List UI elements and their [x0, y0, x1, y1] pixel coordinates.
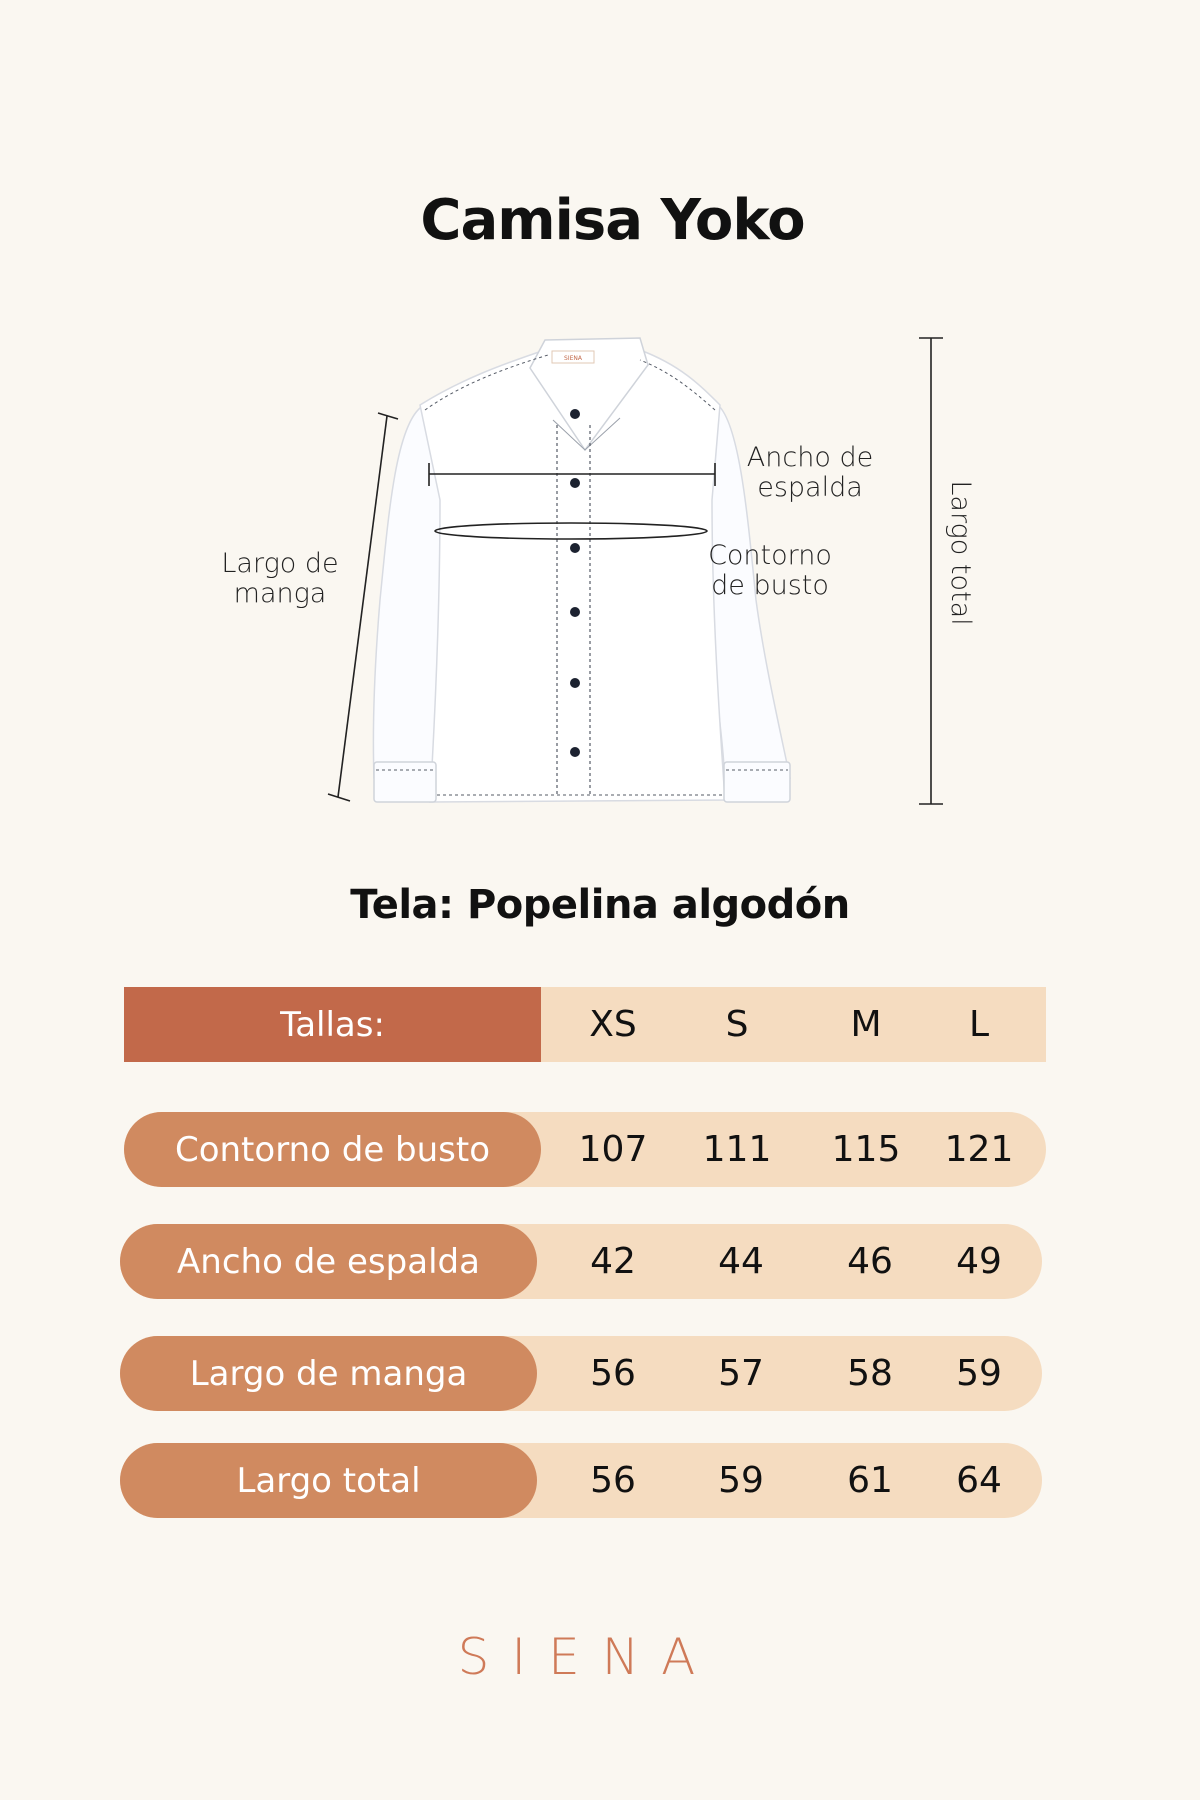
size-s: S: [725, 1004, 749, 1045]
cell-m: 115: [831, 1129, 901, 1170]
cell-xs: 56: [590, 1460, 636, 1501]
cell-l: 121: [944, 1129, 1014, 1170]
row-label: Contorno de busto: [124, 1112, 541, 1187]
label-total-length: Largo total: [945, 480, 976, 626]
cell-m: 61: [847, 1460, 893, 1501]
table-row-sleeve-length: [120, 1336, 1042, 1411]
shirt-diagram: [0, 320, 1200, 820]
table-row-total-length: [120, 1443, 1042, 1518]
brand-logo: SIENA: [457, 1628, 718, 1686]
label-bust: Contorno de busto: [708, 540, 832, 601]
cell-m: 46: [847, 1241, 893, 1282]
cell-l: 64: [956, 1460, 1002, 1501]
cell-xs: 56: [590, 1353, 636, 1394]
row-label: Ancho de espalda: [120, 1224, 537, 1299]
table-row-back-width: [120, 1224, 1042, 1299]
cell-s: 57: [718, 1353, 764, 1394]
total-length-guide: [919, 338, 943, 804]
cell-s: 44: [718, 1241, 764, 1282]
table-row-bust: [124, 1112, 1046, 1187]
cell-s: 111: [702, 1129, 772, 1170]
row-label: Largo total: [120, 1443, 537, 1518]
garment-tag-text: SIENA: [564, 355, 582, 362]
page-title: Camisa Yoko: [420, 188, 805, 253]
row-label: Largo de manga: [120, 1336, 537, 1411]
size-xs: XS: [589, 1004, 637, 1045]
cell-l: 49: [956, 1241, 1002, 1282]
size-m: M: [850, 1004, 882, 1045]
cell-l: 59: [956, 1353, 1002, 1394]
cell-m: 58: [847, 1353, 893, 1394]
cell-xs: 42: [590, 1241, 636, 1282]
label-sleeve-length: Largo de manga: [221, 548, 339, 609]
size-l: L: [968, 1004, 990, 1045]
fabric-label: Tela: Popelina algodón: [350, 882, 850, 928]
cell-s: 59: [718, 1460, 764, 1501]
label-back-width: Ancho de espalda: [746, 442, 874, 503]
cell-xs: 107: [578, 1129, 648, 1170]
size-header-label: Tallas:: [124, 987, 541, 1062]
size-header-row: [124, 987, 1046, 1062]
